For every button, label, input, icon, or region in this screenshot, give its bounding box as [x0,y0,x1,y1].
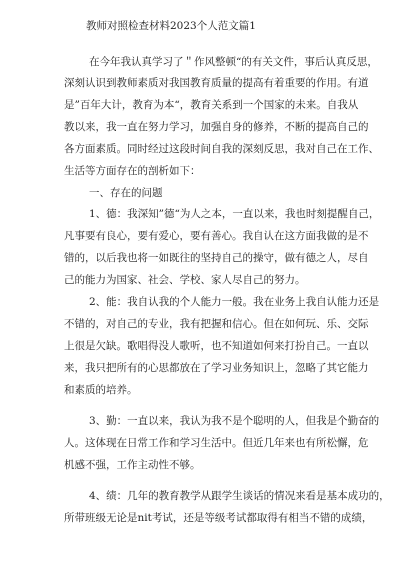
paragraph-line: 上很是欠缺。歌唱得没人歌听，也不知道如何来打扮自己。一直以 [64,340,369,352]
paragraph-line: 在今年我认真学习了＂作风整顿“的有关文件，事后认真反思， [89,56,378,68]
paragraph-line: 所带班级无论是nit考试，还是等级考试都取得有相当不错的成绩， [64,512,373,524]
paragraph-line: 不错的，对自己的专业，我有把握和信心。但在如何玩、乐、交际 [64,318,369,330]
paragraph-line: 人。这体现在日常工作和学习生活中。但近几年来也有所松懈，危 [64,437,369,449]
paragraph-line: 各方面素质。同时经过这段时间自我的深刻反思，我对自己在工作、 [64,143,379,155]
paragraph-line: 错的，以后我也将一如既往的坚持自己的操守，做有德之人，尽自 [64,252,369,264]
paragraph-line: 己的能力为国家、社会、学校、家人尽自己的努力。 [64,274,306,286]
document-title: 教师对照检查材料2023个人范文篇1 [86,20,256,32]
paragraph-line: 深刻认识到教师素质对我国教育质量的提高有着重要的作用。有道 [64,77,369,89]
paragraph-line: 来，我只把所有的心思都放在了学习业务知识上，忽略了其它能力 [64,362,369,374]
paragraph-line: 和素质的培养。 [64,384,138,396]
paragraph-line: 是”百年大计，教育为本“，教育关系到一个国家的未来。自我从 [64,99,359,111]
paragraph-line: 教以来，我一直在努力学习，加强自身的修养，不断的提高自己的 [64,121,369,133]
paragraph-line: 2、能：我自认我的个人能力一般。我在业务上我自认能力还是 [89,296,380,308]
paragraph-line: 1、德：我深知”德“为人之本，一直以来，我也时刻提醒自己， [89,208,380,220]
paragraph-line: 4、绩：几年的教育教学从跟学生谈话的情况来看是基本成功的， [89,490,390,502]
paragraph-line: 生活等方面存在的剖析如下： [64,165,201,177]
paragraph-line: 凡事要有良心，要有爱心，要有善心。我自认在这方面我做的是不 [64,230,369,242]
section-heading: 一、存在的问题 [89,187,163,199]
paragraph-line: 3、勤：一直以来，我认为我不是个聪明的人，但我是个勤奋的 [89,415,380,427]
paragraph-line: 机感不强，工作主动性不够。 [64,459,201,471]
